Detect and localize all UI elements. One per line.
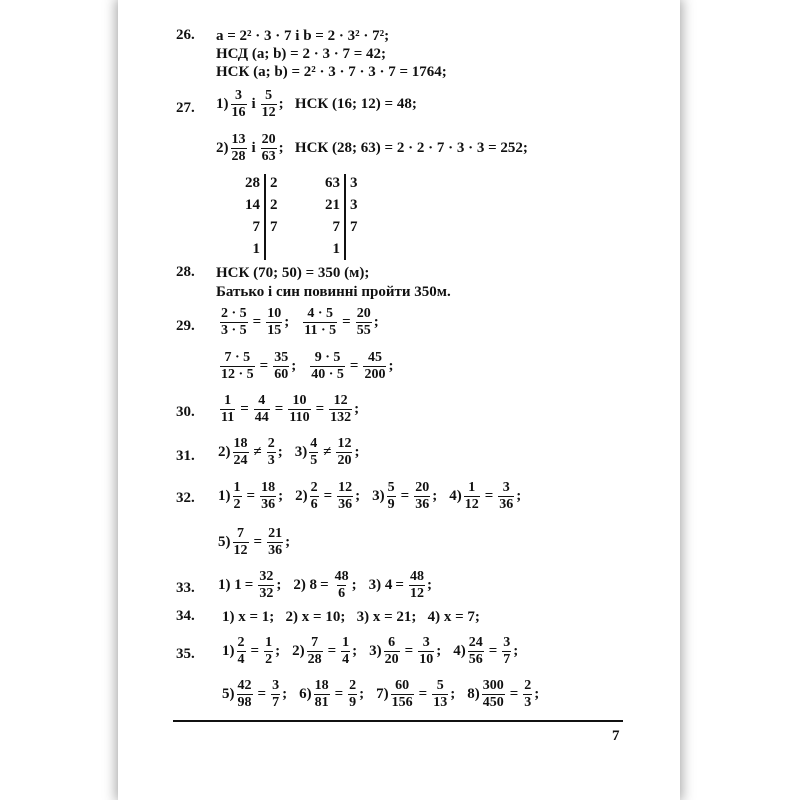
problem-number: 27. bbox=[176, 100, 195, 116]
fraction: $\frac{42}{98}$ bbox=[237, 678, 252, 710]
conjunction: і bbox=[251, 140, 256, 156]
result-text: ; НСК (16; 12) = 48; bbox=[278, 96, 417, 112]
fraction: $\frac{32}{32}$ bbox=[259, 569, 274, 601]
problem-number: 28. bbox=[176, 264, 195, 280]
fraction: $\frac{1}{11}$ bbox=[221, 393, 235, 425]
problem-number: 35. bbox=[176, 646, 195, 662]
fraction: $\frac{20}{63}$ bbox=[261, 132, 276, 164]
problem-32-row-1: 1) $\frac{1}{2}$ = $\frac{18}{36}$ ; 2) $\frac{2}{6}$ = $\frac{12}{36}$ ; 3) $\frac{5}{9}$ = $\frac{20}{36}$ ; 4) $\frac{1}{12}$ = $\frac{3}{36}$ ; bbox=[218, 480, 522, 512]
fraction: $\frac{1}{4}$ bbox=[342, 635, 350, 667]
factor-table-a-left: 28 14 7 1 bbox=[245, 175, 260, 257]
fraction: $\frac{2}{6}$ bbox=[310, 480, 318, 512]
problem-number: 34. bbox=[176, 608, 195, 624]
fraction: $\frac{2}{3}$ bbox=[524, 678, 532, 710]
fraction: $\frac{48}{6}$ bbox=[334, 569, 349, 601]
problem-number: 30. bbox=[176, 404, 195, 420]
fraction: $\frac{3}{16}$ bbox=[231, 88, 246, 120]
problem-27-line-2 bbox=[216, 132, 528, 165]
fraction: $\frac{2 \cdot 5}{3 \cdot 5}$ bbox=[221, 306, 247, 338]
fraction: $\frac{3}{36}$ bbox=[499, 480, 514, 512]
fraction: $\frac{12}{20}$ bbox=[337, 436, 352, 468]
problem-35-row-2: 5) $\frac{42}{98}$ = $\frac{3}{7}$ ; 6) $\frac{18}{81}$ = $\frac{2}{9}$ ; 7) $\frac{60}{156}$ = $\frac{5}{13}$ ; 8) $\frac{300}{450}$ = $\frac{2}{3}$ ; bbox=[222, 678, 540, 710]
fraction: $\frac{1}{2}$ bbox=[265, 635, 273, 667]
fraction: $\frac{1}{12}$ bbox=[464, 480, 479, 512]
item-label: 1) bbox=[216, 96, 229, 112]
factor-table-b-right: 3 3 7 bbox=[350, 175, 358, 235]
fraction: $\frac{7}{28}$ bbox=[307, 635, 322, 667]
problem-number: 26. bbox=[176, 27, 195, 43]
problem-number: 32. bbox=[176, 490, 195, 506]
fraction: $\frac{18}{81}$ bbox=[314, 678, 329, 710]
problem-28-line-2: Батько і син повинні пройти 350м. bbox=[216, 284, 451, 300]
fraction: $\frac{18}{24}$ bbox=[233, 436, 248, 468]
fraction: $\frac{20}{55}$ bbox=[356, 306, 371, 338]
fraction: $\frac{10}{110}$ bbox=[289, 393, 310, 425]
problem-28-line-1: НСК (70; 50) = 350 (м); bbox=[216, 265, 370, 281]
fraction: $\frac{45}{200}$ bbox=[364, 350, 386, 382]
problem-26-line-2: НСД (a; b) = 2 · 3 · 7 = 42; bbox=[216, 46, 386, 62]
problem-26-line-3: НСК (a; b) = 2² · 3 · 7 · 3 · 7 = 1764; bbox=[216, 64, 447, 80]
problem-33-row: 1) 1 = $\frac{32}{32}$ ; 2) 8 = $\frac{48}{6}$ ; 3) 4 = $\frac{48}{12}$ ; bbox=[218, 569, 432, 601]
problem-29-row-2: $\frac{7 \cdot 5}{12 \cdot 5}$ = $\frac{35}{60}$ ; $\frac{9 \cdot 5}{40 \cdot 5}$ = $\frac{45}{200}$ ; bbox=[221, 350, 394, 382]
problem-number: 33. bbox=[176, 580, 195, 596]
fraction: $\frac{7 \cdot 5}{12 \cdot 5}$ bbox=[221, 350, 254, 382]
fraction: $\frac{1}{2}$ bbox=[233, 480, 241, 512]
fraction: $\frac{5}{12}$ bbox=[261, 88, 276, 120]
fraction: $\frac{13}{28}$ bbox=[231, 132, 246, 164]
fraction: $\frac{20}{36}$ bbox=[415, 480, 430, 512]
problem-34-line: 1) x = 1; 2) x = 10; 3) x = 21; 4) x = 7; bbox=[222, 609, 480, 625]
problem-number: 29. bbox=[176, 318, 195, 334]
fraction: $\frac{24}{56}$ bbox=[468, 635, 483, 667]
footer-rule bbox=[173, 720, 623, 722]
fraction: $\frac{7}{12}$ bbox=[233, 526, 248, 558]
item-label: 2) bbox=[216, 140, 229, 156]
problem-27-line-1 bbox=[216, 88, 417, 121]
fraction: $\frac{12}{36}$ bbox=[338, 480, 353, 512]
problem-32-row-2: 5) $\frac{7}{12}$ = $\frac{21}{36}$ ; bbox=[218, 526, 291, 558]
problem-35-row-1: 1) $\frac{2}{4}$ = $\frac{1}{2}$ ; 2) $\frac{7}{28}$ = $\frac{1}{4}$ ; 3) $\frac{6}{20}$ = $\frac{3}{10}$ ; 4) $\frac{24}{56}$ = $\frac{3}{7}$ ; bbox=[222, 635, 519, 667]
fraction: $\frac{60}{156}$ bbox=[391, 678, 413, 710]
fraction: $\frac{6}{20}$ bbox=[384, 635, 399, 667]
fraction: $\frac{10}{15}$ bbox=[267, 306, 282, 338]
conjunction: і bbox=[251, 96, 256, 112]
fraction: $\frac{4}{44}$ bbox=[254, 393, 269, 425]
factor-divider bbox=[264, 174, 266, 260]
factor-divider bbox=[344, 174, 346, 260]
page-number: 7 bbox=[612, 728, 620, 744]
fraction: $\frac{4 \cdot 5}{11 \cdot 5}$ bbox=[304, 306, 337, 338]
fraction: $\frac{2}{4}$ bbox=[237, 635, 245, 667]
fraction: $\frac{3}{7}$ bbox=[272, 678, 280, 710]
fraction: $\frac{12}{132}$ bbox=[330, 393, 352, 425]
fraction: $\frac{48}{12}$ bbox=[409, 569, 424, 601]
fraction: $\frac{3}{7}$ bbox=[503, 635, 511, 667]
result-text: ; НСК (28; 63) = 2 · 2 · 7 · 3 · 3 = 252; bbox=[278, 140, 528, 156]
problem-29-row-1: $\frac{2 \cdot 5}{3 \cdot 5}$ = $\frac{10}{15}$ ; $\frac{4 \cdot 5}{11 \cdot 5}$ = $\frac{20}{55}$ ; bbox=[221, 306, 379, 338]
fraction: $\frac{2}{3}$ bbox=[267, 436, 275, 468]
fraction: $\frac{5}{13}$ bbox=[433, 678, 448, 710]
problem-30-row: $\frac{1}{11}$ = $\frac{4}{44}$ = $\frac{10}{110}$ = $\frac{12}{132}$ ; bbox=[221, 393, 360, 425]
problem-26-line-1: a = 2² · 3 · 7 і b = 2 · 3² · 7²; bbox=[216, 28, 390, 44]
fraction: $\frac{4}{5}$ bbox=[310, 436, 318, 468]
fraction: $\frac{300}{450}$ bbox=[482, 678, 504, 710]
fraction: $\frac{35}{60}$ bbox=[274, 350, 289, 382]
fraction: $\frac{3}{10}$ bbox=[419, 635, 434, 667]
factor-table-b-left: 63 21 7 1 bbox=[325, 175, 340, 257]
fraction: $\frac{21}{36}$ bbox=[268, 526, 283, 558]
factor-table-a-right: 2 2 7 bbox=[270, 175, 278, 235]
fraction: $\frac{9 \cdot 5}{40 \cdot 5}$ bbox=[311, 350, 344, 382]
fraction: $\frac{5}{9}$ bbox=[387, 480, 395, 512]
fraction: $\frac{2}{9}$ bbox=[349, 678, 357, 710]
fraction: $\frac{18}{36}$ bbox=[261, 480, 276, 512]
problem-31-row: 2) $\frac{18}{24}$ ≠ $\frac{2}{3}$ ; 3) $\frac{4}{5}$ ≠ $\frac{12}{20}$ ; bbox=[218, 436, 360, 468]
problem-number: 31. bbox=[176, 448, 195, 464]
